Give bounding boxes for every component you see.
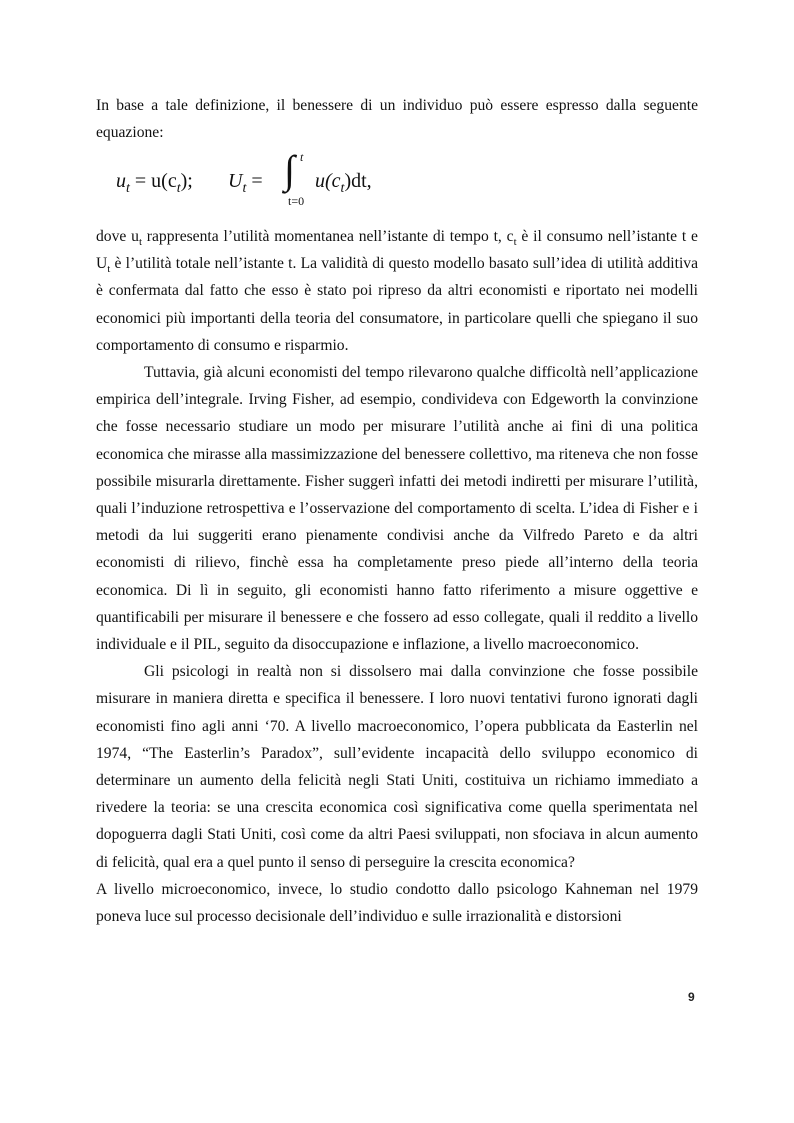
eq-u-sub: t xyxy=(126,181,130,196)
p1-part-b: rappresenta l’utilità momentanea nell’istante di tempo t, c xyxy=(141,228,514,245)
p1-sub-u: t xyxy=(138,236,142,249)
integrand-start: u(c xyxy=(315,170,341,192)
paragraph-1 xyxy=(96,223,698,359)
eq-u: u xyxy=(116,170,126,192)
eq-c-sub: t xyxy=(176,181,181,196)
paragraph-4: A livello microeconomico, invece, lo studio condotto dallo psicologo Kahneman nel 1979 poneva luce sul processo decisionale dell’individuo e sulle irrazionalità e distorsioni xyxy=(96,880,698,926)
eq-u-end: ); xyxy=(180,170,193,192)
p1-sub-U: t xyxy=(107,263,111,276)
integrand xyxy=(315,170,372,196)
eq-U-equals: = xyxy=(246,170,263,192)
paragraph-3: Gli psicologi in realtà non si dissolsero mai dalla convinzione che fosse possibile misurare in maniera diretta e specifica il benessere. I loro nuovi tentativi furono ignorati dagli economisti fino agli anni ‘70. A livello macroeconomico, l’opera pubblicata da Easterlin nel 1974, “The Easterlin’s Paradox”, sull’evidente incapacità dello sviluppo economico di determinare un aumento della felicità negli Stati Uniti, costituiva un richiamo immediato a rivedere la teoria: se una crescita economica così significativa come quella sperimentata nel dopoguerra dagli Stati Uniti, così come da altri Paesi sviluppati, non sfociava in alcun aumento di felicità, qual era a quel punto il senso di perseguire la crescita economica? xyxy=(96,663,698,871)
equation-momentary-utility xyxy=(116,170,193,196)
intro-paragraph xyxy=(96,92,698,146)
integrand-sub: t xyxy=(340,181,345,196)
p1-part-c: è il consumo nell’istante t e U xyxy=(96,228,698,273)
integral-sign: ∫ xyxy=(284,147,295,192)
paragraph-2: Tuttavia, già alcuni economisti del tempo rilevarono qualche difficoltà nell’applicazione empirica dell’integrale. Irving Fisher, ad esempio, condivideva con Edgeworth la convinzione che fosse necessario studiare un modo per misurare l’utilità anche ai fini di una politica economica che mirasse alla massimizzazione del benessere collettivo, ma riteneva che non fosse possibile misurarla direttamente. Fisher suggerì infatti dei metodi indiretti per misurare l’utilità, quali l’induzione retrospettiva e l’osservazione del comportamento di scelta. L’idea di Fisher e i metodi da lui suggeriti erano pienamente condivisi anche da Vilfredo Pareto e da altri economisti di rilievo, finchè essa ha completamente preso piede all’interno della teoria economica. Di lì in seguito, gli economisti hanno fatto riferimento a misure oggettive e quantificabili per misurare il benessere e che fossero ad esso collegate, quali il reddito a livello individuale e il PIL, seguito da disoccupazione e inflazione, a livello macroeconomico. xyxy=(96,364,698,654)
page-number: 9 xyxy=(688,990,695,1004)
equation-total-utility xyxy=(228,170,263,196)
integral-lower-limit: t=0 xyxy=(288,194,305,208)
intro-text: In base a tale definizione, il benessere di un individuo può essere espresso dalla seguente equazione: xyxy=(96,97,698,142)
eq-U-sub: t xyxy=(242,181,247,196)
body-text xyxy=(96,223,698,930)
p1-sub-c: t xyxy=(513,236,517,249)
p1-part-d: è l’utilità totale nell’istante t. La validità di questo modello basato sull’idea di utilità additiva è confermata dal fatto che esso è stato poi ripreso da altri economisti e riportato nei modelli economici più importanti della teoria del consumatore, in particolare quelli che spiegano il suo comportamento di consumo e risparmio. xyxy=(96,255,698,354)
integral-upper-limit: t xyxy=(300,150,304,164)
eq-u-rest: = u(c xyxy=(129,170,177,192)
p1-part-a: dove u xyxy=(96,228,139,245)
eq-U: U xyxy=(228,170,243,192)
integrand-end: )dt, xyxy=(344,170,372,192)
